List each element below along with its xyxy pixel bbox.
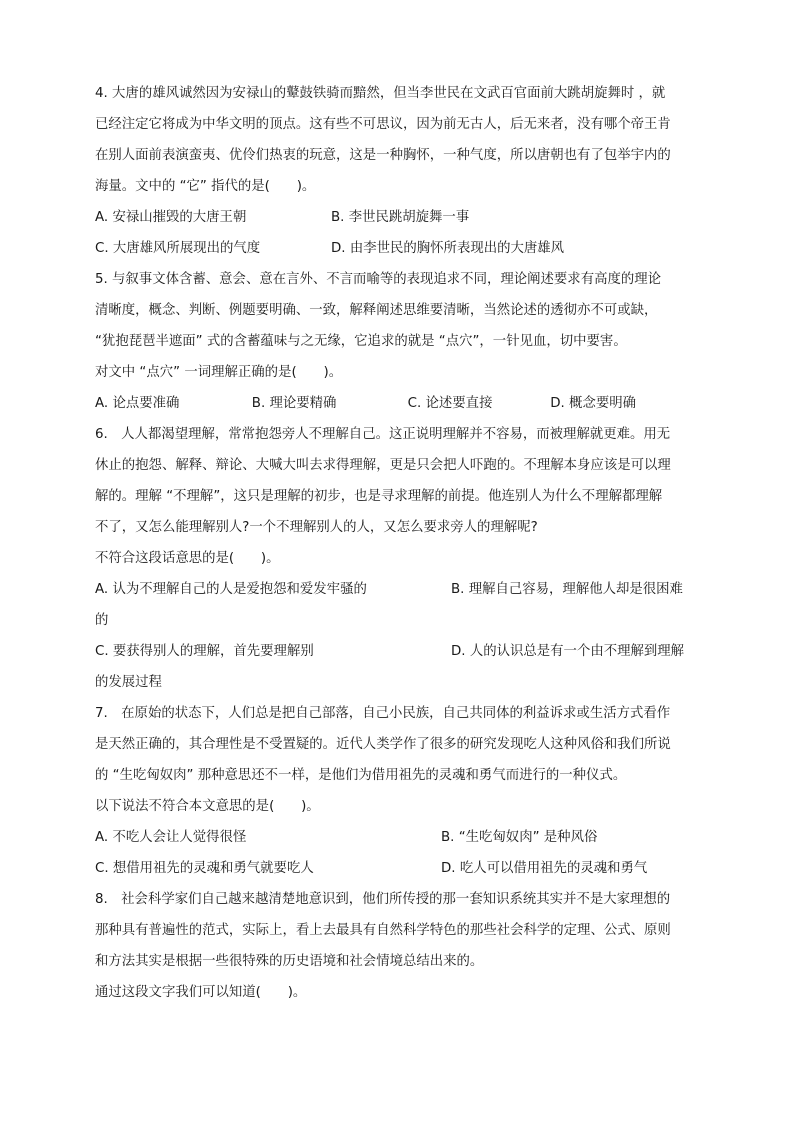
question-5-line: 5. 与叙事文体含蓄、意会、意在言外、不言而喻等的表现追求不同，理论阐述要求有高度的理论 — [95, 272, 662, 287]
question-6-option-b-continuation — [95, 605, 707, 636]
question-4-line: 海量。文中的 “它” 指代的是( )。 — [95, 179, 316, 194]
question-7-options-row-1 — [95, 822, 707, 853]
question-8-line: 通过这段文字我们可以知道( )。 — [95, 985, 307, 1000]
question-5-line: 清晰度，概念、判断、例题要明确、一致，解释阐述思维要清晰，当然论述的透彻亦不可或缺， — [95, 303, 658, 318]
question-6-line: 6. 人人都渴望理解，常常抱怨旁人不理解自己。这正说明理解并不容易，而被理解就更难。用无 — [95, 427, 671, 442]
question-8-line: 那种具有普遍性的范式，实际上，看上去最具有自然科学特色的那些社会科学的定理、公式、原则 — [95, 923, 671, 938]
question-6-option-d-continuation — [95, 667, 707, 698]
question-7-option-c[interactable]: C. 想借用祖先的灵魂和勇气就要吃人 — [95, 861, 314, 876]
question-7 — [95, 698, 707, 884]
question-5 — [95, 264, 707, 419]
question-6-option-d-tail: 的发展过程 — [95, 675, 162, 690]
question-7-line: 以下说法不符合本文意思的是( )。 — [95, 799, 320, 814]
question-6-option-c[interactable]: C. 要获得别人的理解，首先要理解别 — [95, 644, 314, 659]
question-6-option-d[interactable]: D. 人的认识总是有一个由不理解到理解 — [451, 644, 685, 659]
question-5-line: 对文中 “点穴” 一词理解正确的是( )。 — [95, 365, 343, 380]
question-5-options-row — [95, 388, 707, 419]
question-5-option-c[interactable]: C. 论述要直接 — [407, 396, 493, 411]
question-4-options-row-2 — [95, 233, 707, 264]
question-8-line: 8. 社会科学家们自己越来越清楚地意识到，他们所传授的那一套知识系统其实并不是大家理想的 — [95, 892, 671, 907]
question-7-line: 是天然正确的，其合理性是不受置疑的。近代人类学作了很多的研究发现吃人这种风俗和我们所说 — [95, 737, 671, 752]
question-7-line: 的 “生吃匈奴肉” 那种意思还不一样，是他们为借用祖先的灵魂和勇气而进行的一种仪式。 — [95, 768, 627, 783]
question-5-option-d[interactable]: D. 概念要明确 — [550, 396, 637, 411]
question-7-line: 7. 在原始的状态下，人们总是把自己部落，自己小民族，自己共同体的利益诉求或生活方式看作 — [95, 706, 671, 721]
question-6-options-row-1 — [95, 574, 707, 605]
question-7-option-b[interactable]: B. “生吃匈奴肉” 是种风俗 — [441, 830, 598, 845]
question-6-options-row-2 — [95, 636, 707, 667]
question-8-line: 和方法其实是根据一些很特殊的历史语境和社会情境总结出来的。 — [95, 954, 484, 969]
question-6-line: 不符合这段话意思的是( )。 — [95, 551, 280, 566]
exam-page — [95, 78, 707, 1008]
question-8 — [95, 884, 707, 1008]
question-6-line: 休止的抱怨、解释、辩论、大喊大叫去求得理解，更是只会把人吓跑的。不理解本身应该是可以理 — [95, 458, 671, 473]
question-7-option-d[interactable]: D. 吃人可以借用祖先的灵魂和勇气 — [441, 861, 648, 876]
question-4-option-d[interactable]: D. 由李世民的胸怀所表现出的大唐雄风 — [331, 241, 565, 256]
question-6 — [95, 419, 707, 698]
question-4-options-row-1 — [95, 202, 707, 233]
question-4 — [95, 78, 707, 264]
question-5-option-b[interactable]: B. 理论要精确 — [251, 396, 337, 411]
question-6-option-a[interactable]: A. 认为不理解自己的人是爱抱怨和爱发牢骚的 — [95, 582, 367, 597]
question-4-option-a[interactable]: A. 安禄山摧毁的大唐王朝 — [95, 210, 247, 225]
question-4-line: 4. 大唐的雄风诚然因为安禄山的鼙鼓铁骑而黯然，但当李世民在文武百官面前大跳胡旋舞时 ，就 — [95, 86, 666, 101]
question-6-line: 不了，又怎么能理解别人?一个不理解别人的人，又怎么要求旁人的理解呢? — [95, 520, 538, 535]
question-4-option-c[interactable]: C. 大唐雄风所展现出的气度 — [95, 241, 261, 256]
question-6-line: 解的。理解 “不理解”，这只是理解的初步，也是寻求理解的前提。他连别人为什么不理解都理解 — [95, 489, 663, 504]
question-5-line: “犹抱琵琶半遮面” 式的含蓄蕴味与之无缘，它追求的就是 “点穴”，一针见血，切中要害。 — [95, 334, 627, 349]
question-4-line: 在别人面前表演蛮夷、优伶们热衷的玩意，这是一种胸怀，一种气度，所以唐朝也有了包举宇内的 — [95, 148, 671, 163]
question-4-option-b[interactable]: B. 李世民跳胡旋舞一事 — [331, 210, 470, 225]
question-7-option-a[interactable]: A. 不吃人会让人觉得很怪 — [95, 830, 247, 845]
question-6-option-b-tail: 的 — [95, 613, 109, 628]
question-4-line: 已经注定它将成为中华文明的顶点。这有些不可思议，因为前无古人，后无来者，没有哪个帝王肯 — [95, 117, 671, 132]
question-7-options-row-2 — [95, 853, 707, 884]
question-6-option-b[interactable]: B. 理解自己容易，理解他人却是很困难 — [451, 582, 683, 597]
question-5-option-a[interactable]: A. 论点要准确 — [95, 396, 180, 411]
